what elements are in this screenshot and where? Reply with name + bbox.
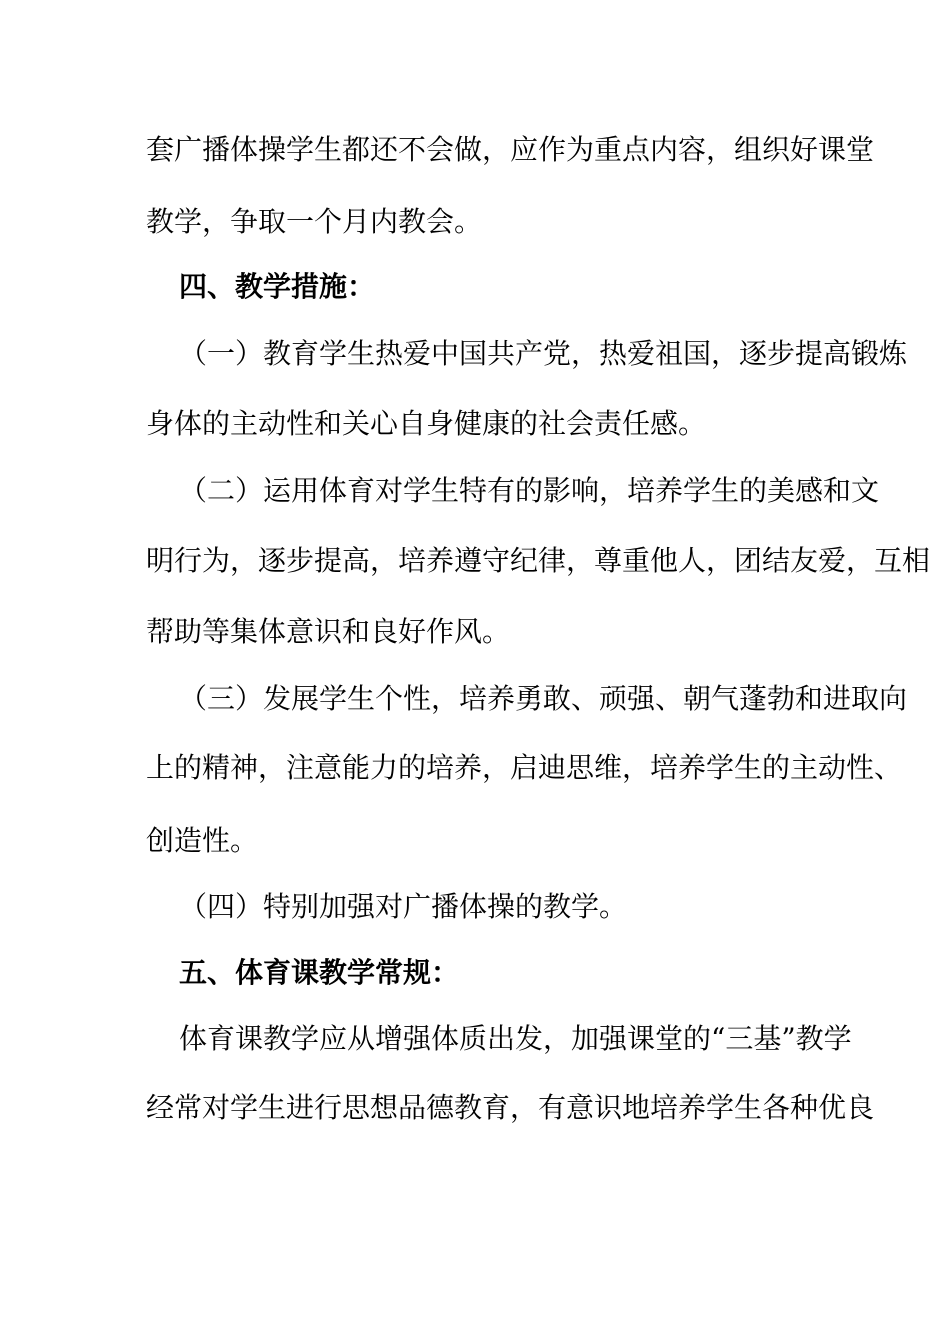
paragraph-line: 身体的主动性和关心自身健康的社会责任感。 bbox=[146, 407, 707, 440]
paragraph-line: 体育课教学应从增强体质出发，加强课堂的“三基”教学 bbox=[179, 1022, 852, 1055]
paragraph-line: 明行为，逐步提高，培养遵守纪律，尊重他人，团结友爱，互相 bbox=[146, 544, 931, 577]
paragraph-line: （一）教育学生热爱中国共产党，热爱祖国，逐步提高锻炼 bbox=[179, 337, 908, 370]
paragraph-line: 套广播体操学生都还不会做，应作为重点内容，组织好课堂 bbox=[146, 133, 875, 166]
section-heading: 四、教学措施： bbox=[179, 270, 376, 303]
paragraph-line: （二）运用体育对学生特有的影响，培养学生的美感和文 bbox=[179, 474, 880, 507]
paragraph-line: （三）发展学生个性，培养勇敢、顽强、朝气蓬勃和进取向 bbox=[179, 682, 908, 715]
paragraph-line: 经常对学生进行思想品德教育，有意识地培养学生各种优良 bbox=[146, 1091, 875, 1124]
paragraph-line: 教学，争取一个月内教会。 bbox=[146, 205, 483, 238]
paragraph-line: （四）特别加强对广播体操的教学。 bbox=[179, 890, 628, 923]
paragraph-line: 上的精神，注意能力的培养，启迪思维，培养学生的主动性、 bbox=[146, 751, 903, 784]
section-heading: 五、体育课教学常规： bbox=[179, 956, 460, 989]
paragraph-line: 帮助等集体意识和良好作风。 bbox=[146, 615, 511, 648]
paragraph-line: 创造性。 bbox=[146, 824, 259, 857]
